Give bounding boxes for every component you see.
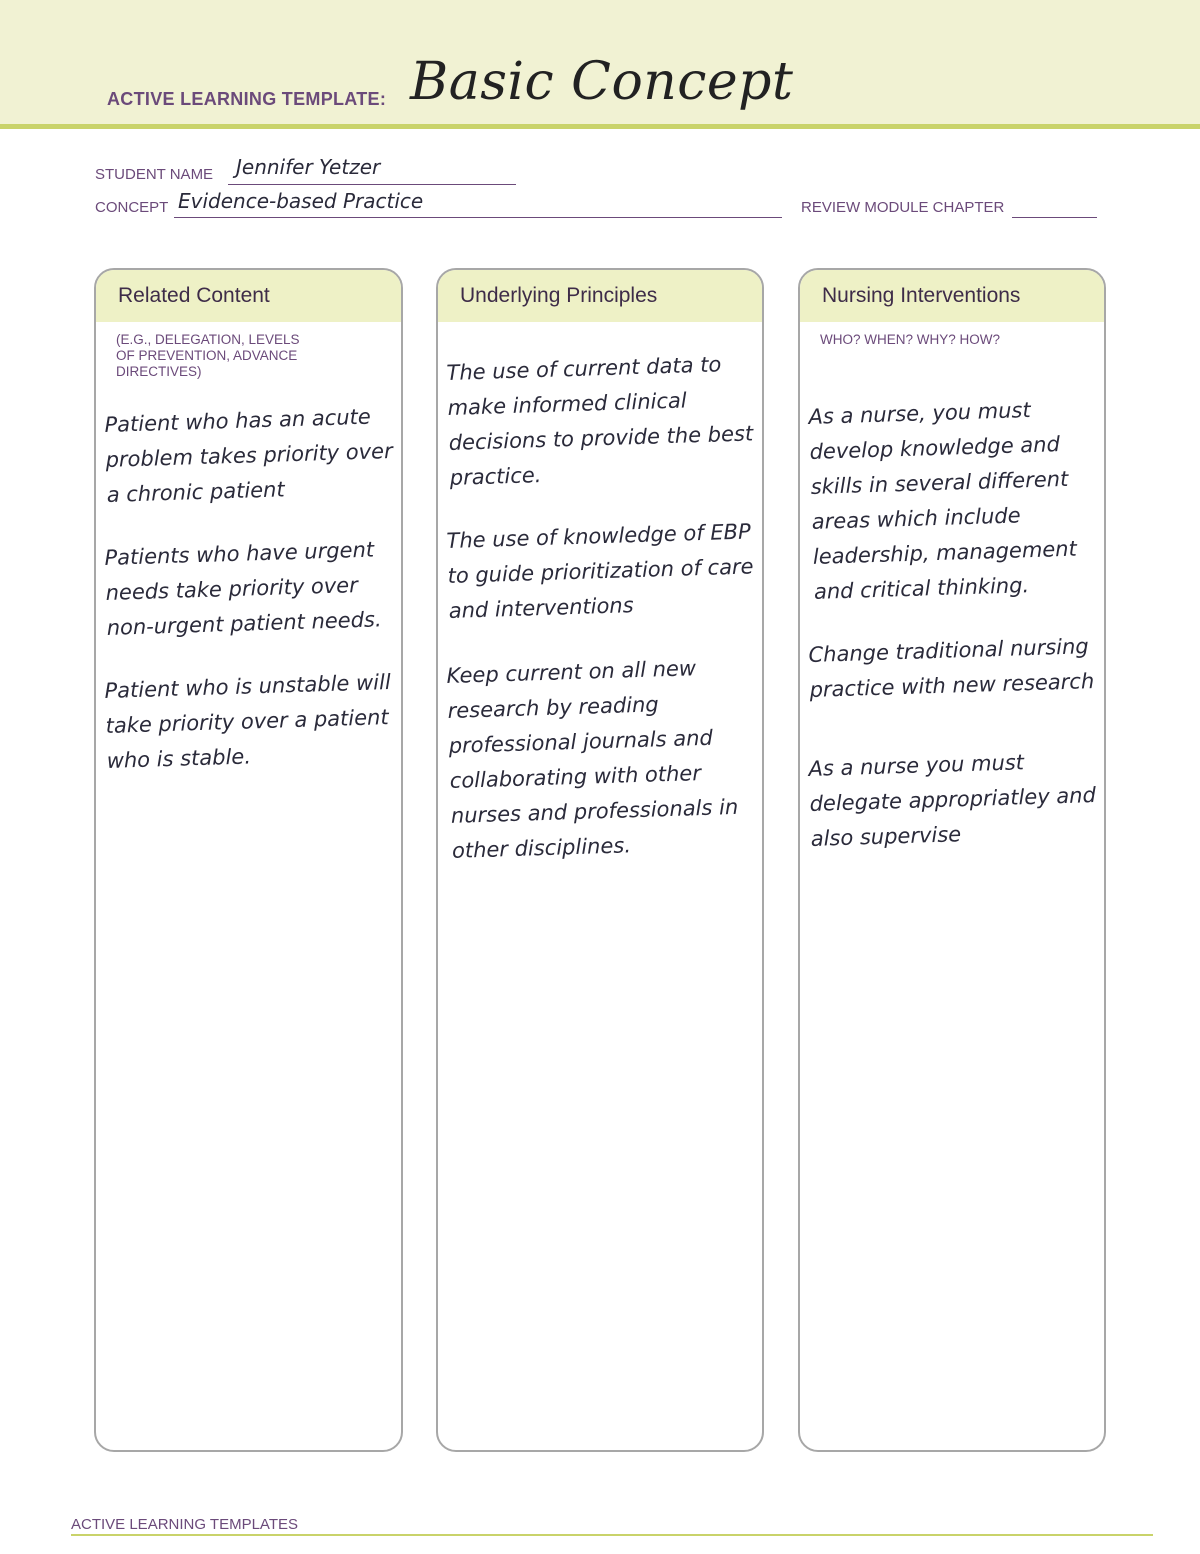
nursing-interventions-notes [808, 400, 1096, 885]
related-content-notes [104, 404, 393, 807]
interventions-note-2: Change traditional nursing practice with new research [808, 634, 1095, 702]
related-note-2: Patients who have urgent needs take priority over non-urgent patient needs. [104, 537, 382, 640]
footer-rule [71, 1534, 1153, 1536]
related-content-subtitle: (E.G., DELEGATION, LEVELS OF PREVENTION, ADVANCE DIRECTIVES) [116, 332, 300, 379]
interventions-note-1: As a nurse, you must develop knowledge and skills in several different areas which include leadership, management and critical thinking. [808, 398, 1078, 604]
concept-label: CONCEPT [95, 199, 169, 216]
student-name-label: STUDENT NAME [95, 166, 214, 183]
underlying-principles-column [436, 268, 764, 1452]
related-content-column [94, 268, 403, 1452]
related-note-3: Patient who is unstable will take priority over a patient who is stable. [104, 670, 392, 773]
student-name-value: Jennifer Yetzer [236, 155, 381, 179]
principles-note-1: The use of current data to make informed clinical decisions to provide the best practice. [446, 352, 754, 490]
underlying-principles-title: Underlying Principles [438, 270, 762, 322]
header-rule [0, 124, 1200, 129]
concept-value: Evidence-based Practice [178, 189, 424, 213]
footer-label: ACTIVE LEARNING TEMPLATES [71, 1516, 298, 1533]
review-module-line[interactable] [1012, 195, 1097, 218]
nursing-interventions-title: Nursing Interventions [800, 270, 1104, 322]
interventions-note-3: As a nurse you must delegate appropriatley and also supervise [808, 750, 1097, 851]
template-title: Basic Concept [410, 52, 794, 112]
underlying-principles-notes [446, 352, 754, 897]
nursing-interventions-subtitle: WHO? WHEN? WHY? HOW? [820, 332, 1001, 347]
related-note-1: Patient who has an acute problem takes priority over a chronic patient [104, 404, 393, 507]
review-module-label: REVIEW MODULE CHAPTER [801, 199, 1005, 216]
related-content-title: Related Content [96, 270, 401, 322]
principles-note-2: The use of knowledge of EBP to guide prioritization of care and interventions [446, 519, 754, 623]
principles-note-3: Keep current on all new research by reading professional journals and collaborating with other nurses and professionals in other disciplines. [446, 656, 739, 863]
nursing-interventions-column [798, 268, 1106, 1452]
template-label: ACTIVE LEARNING TEMPLATE: [107, 89, 387, 109]
